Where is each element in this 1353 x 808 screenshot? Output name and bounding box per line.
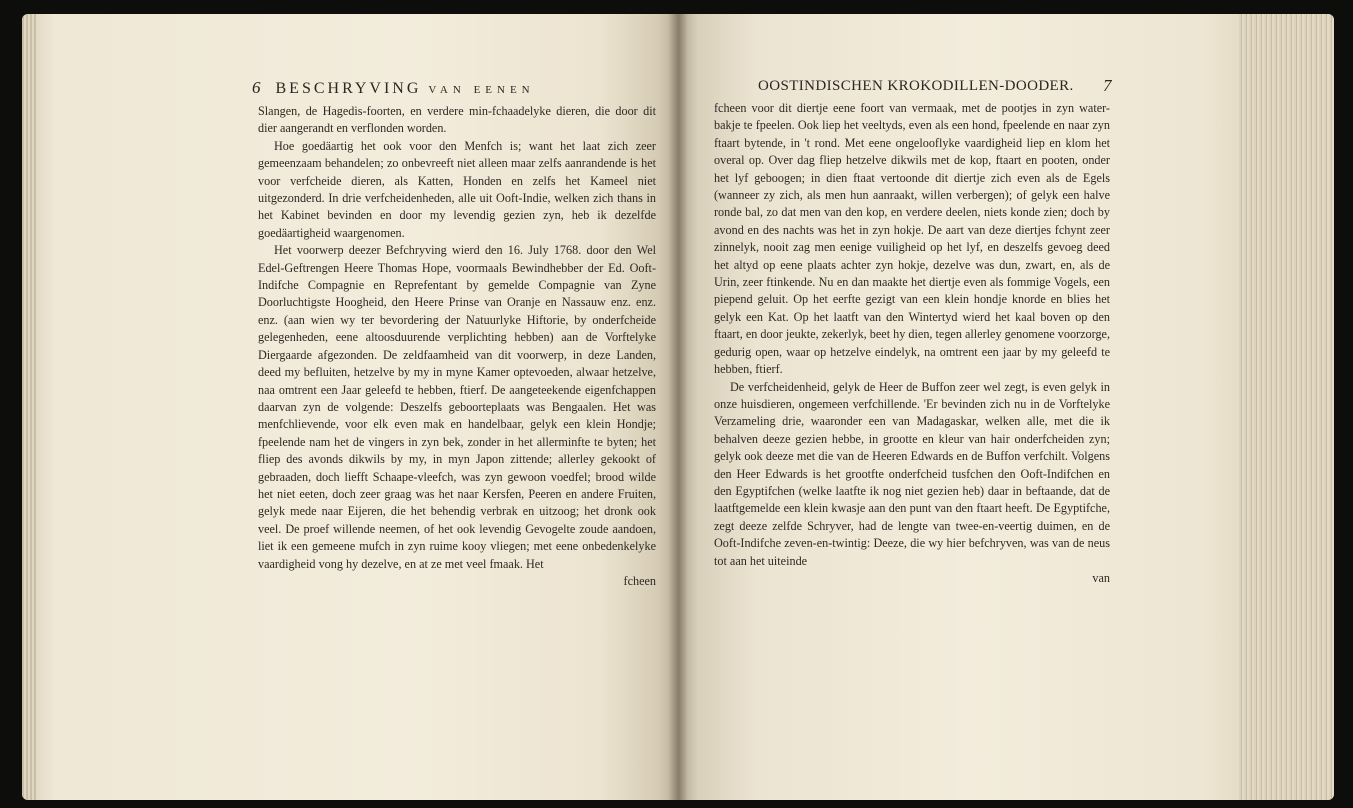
- paragraph: De verfcheidenheid, gelyk de Heer de Buffon zeer wel zegt, is even gelyk in onze huisdieren, ongemeen verfchillende. 'Er bevinden zich nu in de Vorftelyke Verzameling drie, waaronder een van Madagaskar, welken alle, met die ik behalven deeze gezien hebbe, in grootte en kleur van hair onderfcheiden zyn; gelyk ook deeze met die van de Heeren Edwards en de Buffon verfchilt. Volgens den Heer Edwards is het grootfte onderfcheid tusfchen den Ooft-Indifchen en den Egyptifchen (welke laatfte ik nog niet gezien heb) daar in beftaande, dat de laatftgemelde een klein kwasje aan den punt van den ftaart heeft. De Egyptifche, zegt deeze zelfde Schryver, had de lengte van twee-en-veertig duimen, en de Ooft-Indifche zeven-en-twintig: Deeze, die wy hier befchryven, was van de neus tot aan het uiteinde: [714, 379, 1110, 568]
- left-running-header: [252, 78, 535, 98]
- left-header-title: BESCHRYVING: [275, 80, 422, 97]
- right-page-number: 7: [1103, 76, 1112, 95]
- open-book: [22, 14, 1334, 800]
- left-header-subtitle: VAN EENEN: [428, 84, 535, 96]
- paragraph: Slangen, de Hagedis-foorten, en verdere min-fchaadelyke dieren, die door dit dier aangerandt en verflonden worden.: [258, 104, 656, 136]
- book-gutter: [668, 14, 688, 800]
- right-catchword: van: [1092, 570, 1110, 585]
- right-page: [678, 14, 1334, 800]
- right-header-title: OOSTINDISCHEN KROKODILLEN-DOODER.: [758, 78, 1074, 94]
- right-page-edges: [1239, 14, 1334, 800]
- right-running-header: [758, 76, 1112, 95]
- left-body-text: [258, 103, 656, 590]
- right-body-text: [714, 100, 1110, 587]
- left-catchword: fcheen: [623, 573, 656, 588]
- left-page-number: 6: [252, 78, 261, 97]
- left-page-edges: [22, 14, 36, 800]
- left-page: [22, 14, 678, 800]
- paragraph: Hoe goedäartig het ook voor den Menfch is; want het laat zich zeer gemeenzaam behandelen; zo onbevreeft niet alleen maar zelfs aanrandende is het voor verfcheide dieren, als Katten, Honden en zelfs het Kameel niet uitgezonderd. In drie verfcheidenheden, alle uit Ooft-Indie, welken zich thans in het Kabinet bevinden en door my levendig gezien zyn, heb ik dezelfde goedäartigheid waargenomen.: [258, 138, 656, 240]
- paragraph: Het voorwerp deezer Befchryving wierd den 16. July 1768. door den Wel Edel-Geftrengen Heere Thomas Hope, voormaals Bewindhebber der Ed. Ooft-Indifche Compagnie en Reprefentant by gemelde Compagnie van Zyne Doorluchtigste Hoogheid, den Heere Prinse van Oranje en Nassauw enz. enz. enz. (aan wien wy ter bevordering der Natuurlyke Hiftorie, by onderfcheide gelegenheden, eene altoosduurende verplichting hebben) aan de Vorftelyke Diergaarde afgezonden. De zeldfaamheid van dit voorwerp, in deze Landen, deed my befluiten, hetzelve by my in myne Kamer optevoeden, alwaar hetzelve, naa omtrent een Jaar geleefd te hebben, ftierf. De aangeteekende eigenfchappen daarvan zyn de volgende: Deszelfs geboorteplaats was Bengaalen. Het was menfchlievende, voor elk even mak en handelbaar, gelyk een klein Hondje; fpeelende nam het de vingers in zyn bek, zonder in het allerminfte te byten; het fliep des avonds dikwils by my, in myn Japon zittende; allerley gekookt of gebraaden, doch liefft Schaape-vleefch, was zyn gewoon voedfel; brood wilde het niet eeten, doch zeer graag was het naar Kersfen, Peeren en andere Fruiten, gelyk mede naar Eijeren, die het behendig verbrak en uitzoog; het dronk ook veel. De proef willende neemen, of het ook levendig Gevogelte zoude aandoen, liet ik een gemeene mufch in zyn ruime kooy vliegen; met eene onbedenkelyke vaardigheid vong hy dezelve, en at ze met veel fmaak. Het: [258, 243, 656, 571]
- paragraph: fcheen voor dit diertje eene foort van vermaak, met de pootjes in zyn water-bakje te fpeelen. Ook liep het veeltyds, even als een hond, fpeelende en naar zyn ftaart bytende, in 't rond. Met eene ongelooflyke vaardigheid liep en klom het overal op. Over dag fliep hetzelve dikwils met de kop, ftaart en pooten, onder het lyf geboogen; in dien ftaat vertoonde dit diertje zich even als de Egels (wanneer zy zich, als men hun aanraakt, willen verbergen); of gelyk een halve ronde bal, zo dat men van den kop, en verdere deelen, niets konde zien; doch by avond en des nachts was het in zyn hokje. De aart van deze diertjes fchynt zeer zinnelyk, nooit zag men eenige vuiligheid op het lyf, en deszelfs gevoeg deed het altyd op eene plaats achter zyn hokje, dezelve was dun, zwart, en, als de Urin, zeer ftinkende. Nu en dan maakte het diertje even als fommige Vogels, een piepend geluit. Op het eerfte gezigt van een klein hondje knorde en blies het gelyk een Kat. Op het laatft van den Wintertyd wierd het kaal boven op den ftaart, en door jeukte, zekerlyk, beet hy dien, tegen allerley genomene voorzorge, gedurig open, waar op hetzelve eindelyk, na omtrent een jaar by my geleefd te hebben, ftierf.: [714, 101, 1110, 377]
